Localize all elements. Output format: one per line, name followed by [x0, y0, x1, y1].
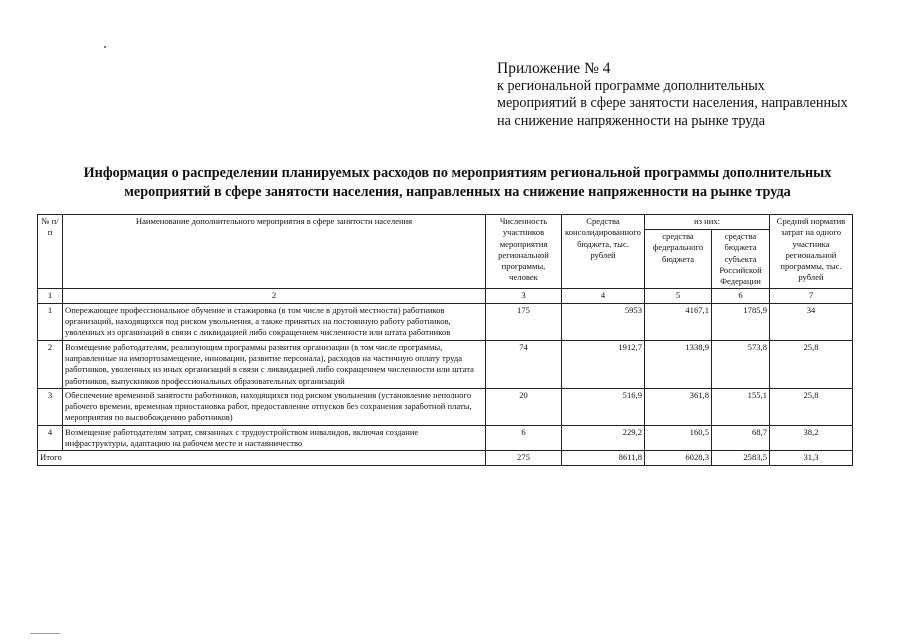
row-avg: 38,2: [770, 425, 853, 451]
appendix-note: [497, 60, 897, 130]
total-federal: 6028,3: [645, 451, 712, 465]
appendix-line: на снижение напряженности на рынке труда: [497, 112, 765, 129]
row-name: Обеспечение временной занятости работников, находящихся под риском увольнения (установление неполного рабочего времени, временная приостановка работ, предоставление отпусков без сохранения заработной платы, мероприятия по высвобождению работников): [63, 388, 486, 425]
col-number: 6: [712, 289, 770, 303]
header-federal: средства федерального бюджета: [645, 230, 712, 289]
total-regional: 2583,5: [712, 451, 770, 465]
row-federal: 1338,9: [645, 340, 712, 388]
row-federal: 160,5: [645, 425, 712, 451]
col-number: 4: [562, 289, 645, 303]
row-num: 3: [38, 388, 63, 425]
row-regional: 573,8: [712, 340, 770, 388]
column-number-row: [38, 289, 853, 303]
total-row: [38, 451, 853, 465]
row-federal: 361,8: [645, 388, 712, 425]
col-number: 5: [645, 289, 712, 303]
row-funds: 229,2: [562, 425, 645, 451]
title-line: Информация о распределении планируемых расходов по мероприятиям региональной программы дополнительных: [83, 165, 832, 181]
header-name: Наименование дополнительного мероприятия в сфере занятости населения: [63, 215, 486, 289]
row-num: 2: [38, 340, 63, 388]
col-number: 2: [63, 289, 486, 303]
table-row: [38, 303, 853, 340]
row-regional: 155,1: [712, 388, 770, 425]
appendix-line: к региональной программе дополнительных: [497, 77, 765, 94]
appendix-number: Приложение № 4: [497, 60, 611, 77]
col-number: 1: [38, 289, 63, 303]
row-avg: 25,8: [770, 388, 853, 425]
row-participants: 74: [486, 340, 562, 388]
total-participants: 275: [486, 451, 562, 465]
total-avg: 31,3: [770, 451, 853, 465]
header-participants: Численность участников мероприятия региональной программы, человек: [486, 215, 562, 289]
appendix-line: мероприятий в сфере занятости населения, направленных: [497, 95, 848, 111]
total-funds: 8611,8: [562, 451, 645, 465]
total-label: Итого: [38, 451, 486, 465]
document-title: [20, 164, 895, 202]
row-name: Опережающее профессиональное обучение и стажировка (в том числе в другой местности) работников организаций, находящихся под риском увольнения, а также принятых на постоянную работу работников, уволенных из организаций в связи с ликвидацией либо сокращением численности или штата работников: [63, 303, 486, 340]
col-number: 3: [486, 289, 562, 303]
header-avg: Средний норматив затрат на одного участника региональной программы, тыс. рублей: [770, 215, 853, 289]
row-name: Возмещение работодателям, реализующим программы развития организации (в том числе программы, направленные на импортозамещение, инновации, развитие персонала), расходов на частичную оплату труда работников, уволенных из иных организаций в связи с ликвидацией либо сокращением численности или штата работников, выпускников профессиональных образовательных организаций: [63, 340, 486, 388]
row-funds: 516,9: [562, 388, 645, 425]
col-number: 7: [770, 289, 853, 303]
row-federal: 4167,1: [645, 303, 712, 340]
header-of-which: из них:: [645, 215, 770, 230]
table-row: [38, 425, 853, 451]
row-funds: 5953: [562, 303, 645, 340]
row-name: Возмещение работодателям затрат, связанных с трудоустройством инвалидов, включая создание инфраструктуры, адаптацию на рабочем месте и наставничество: [63, 425, 486, 451]
row-participants: 20: [486, 388, 562, 425]
header-funds: Средства консолидированного бюджета, тыс. рублей: [562, 215, 645, 289]
row-avg: 25,8: [770, 340, 853, 388]
row-num: 1: [38, 303, 63, 340]
row-funds: 1912,7: [562, 340, 645, 388]
row-avg: 34: [770, 303, 853, 340]
footer-rule: [30, 633, 60, 634]
row-regional: 68,7: [712, 425, 770, 451]
title-line: мероприятий в сфере занятости населения, направленных на снижение напряженности на рынке труда: [124, 184, 791, 200]
scan-dot: [104, 46, 106, 48]
row-participants: 175: [486, 303, 562, 340]
row-num: 4: [38, 425, 63, 451]
table-row: [38, 388, 853, 425]
row-regional: 1785,9: [712, 303, 770, 340]
header-num: № п/п: [38, 215, 63, 289]
row-participants: 6: [486, 425, 562, 451]
header-regional: средства бюджета субъекта Российской Федерации: [712, 230, 770, 289]
table-row: [38, 340, 853, 388]
expense-table: [37, 214, 853, 466]
